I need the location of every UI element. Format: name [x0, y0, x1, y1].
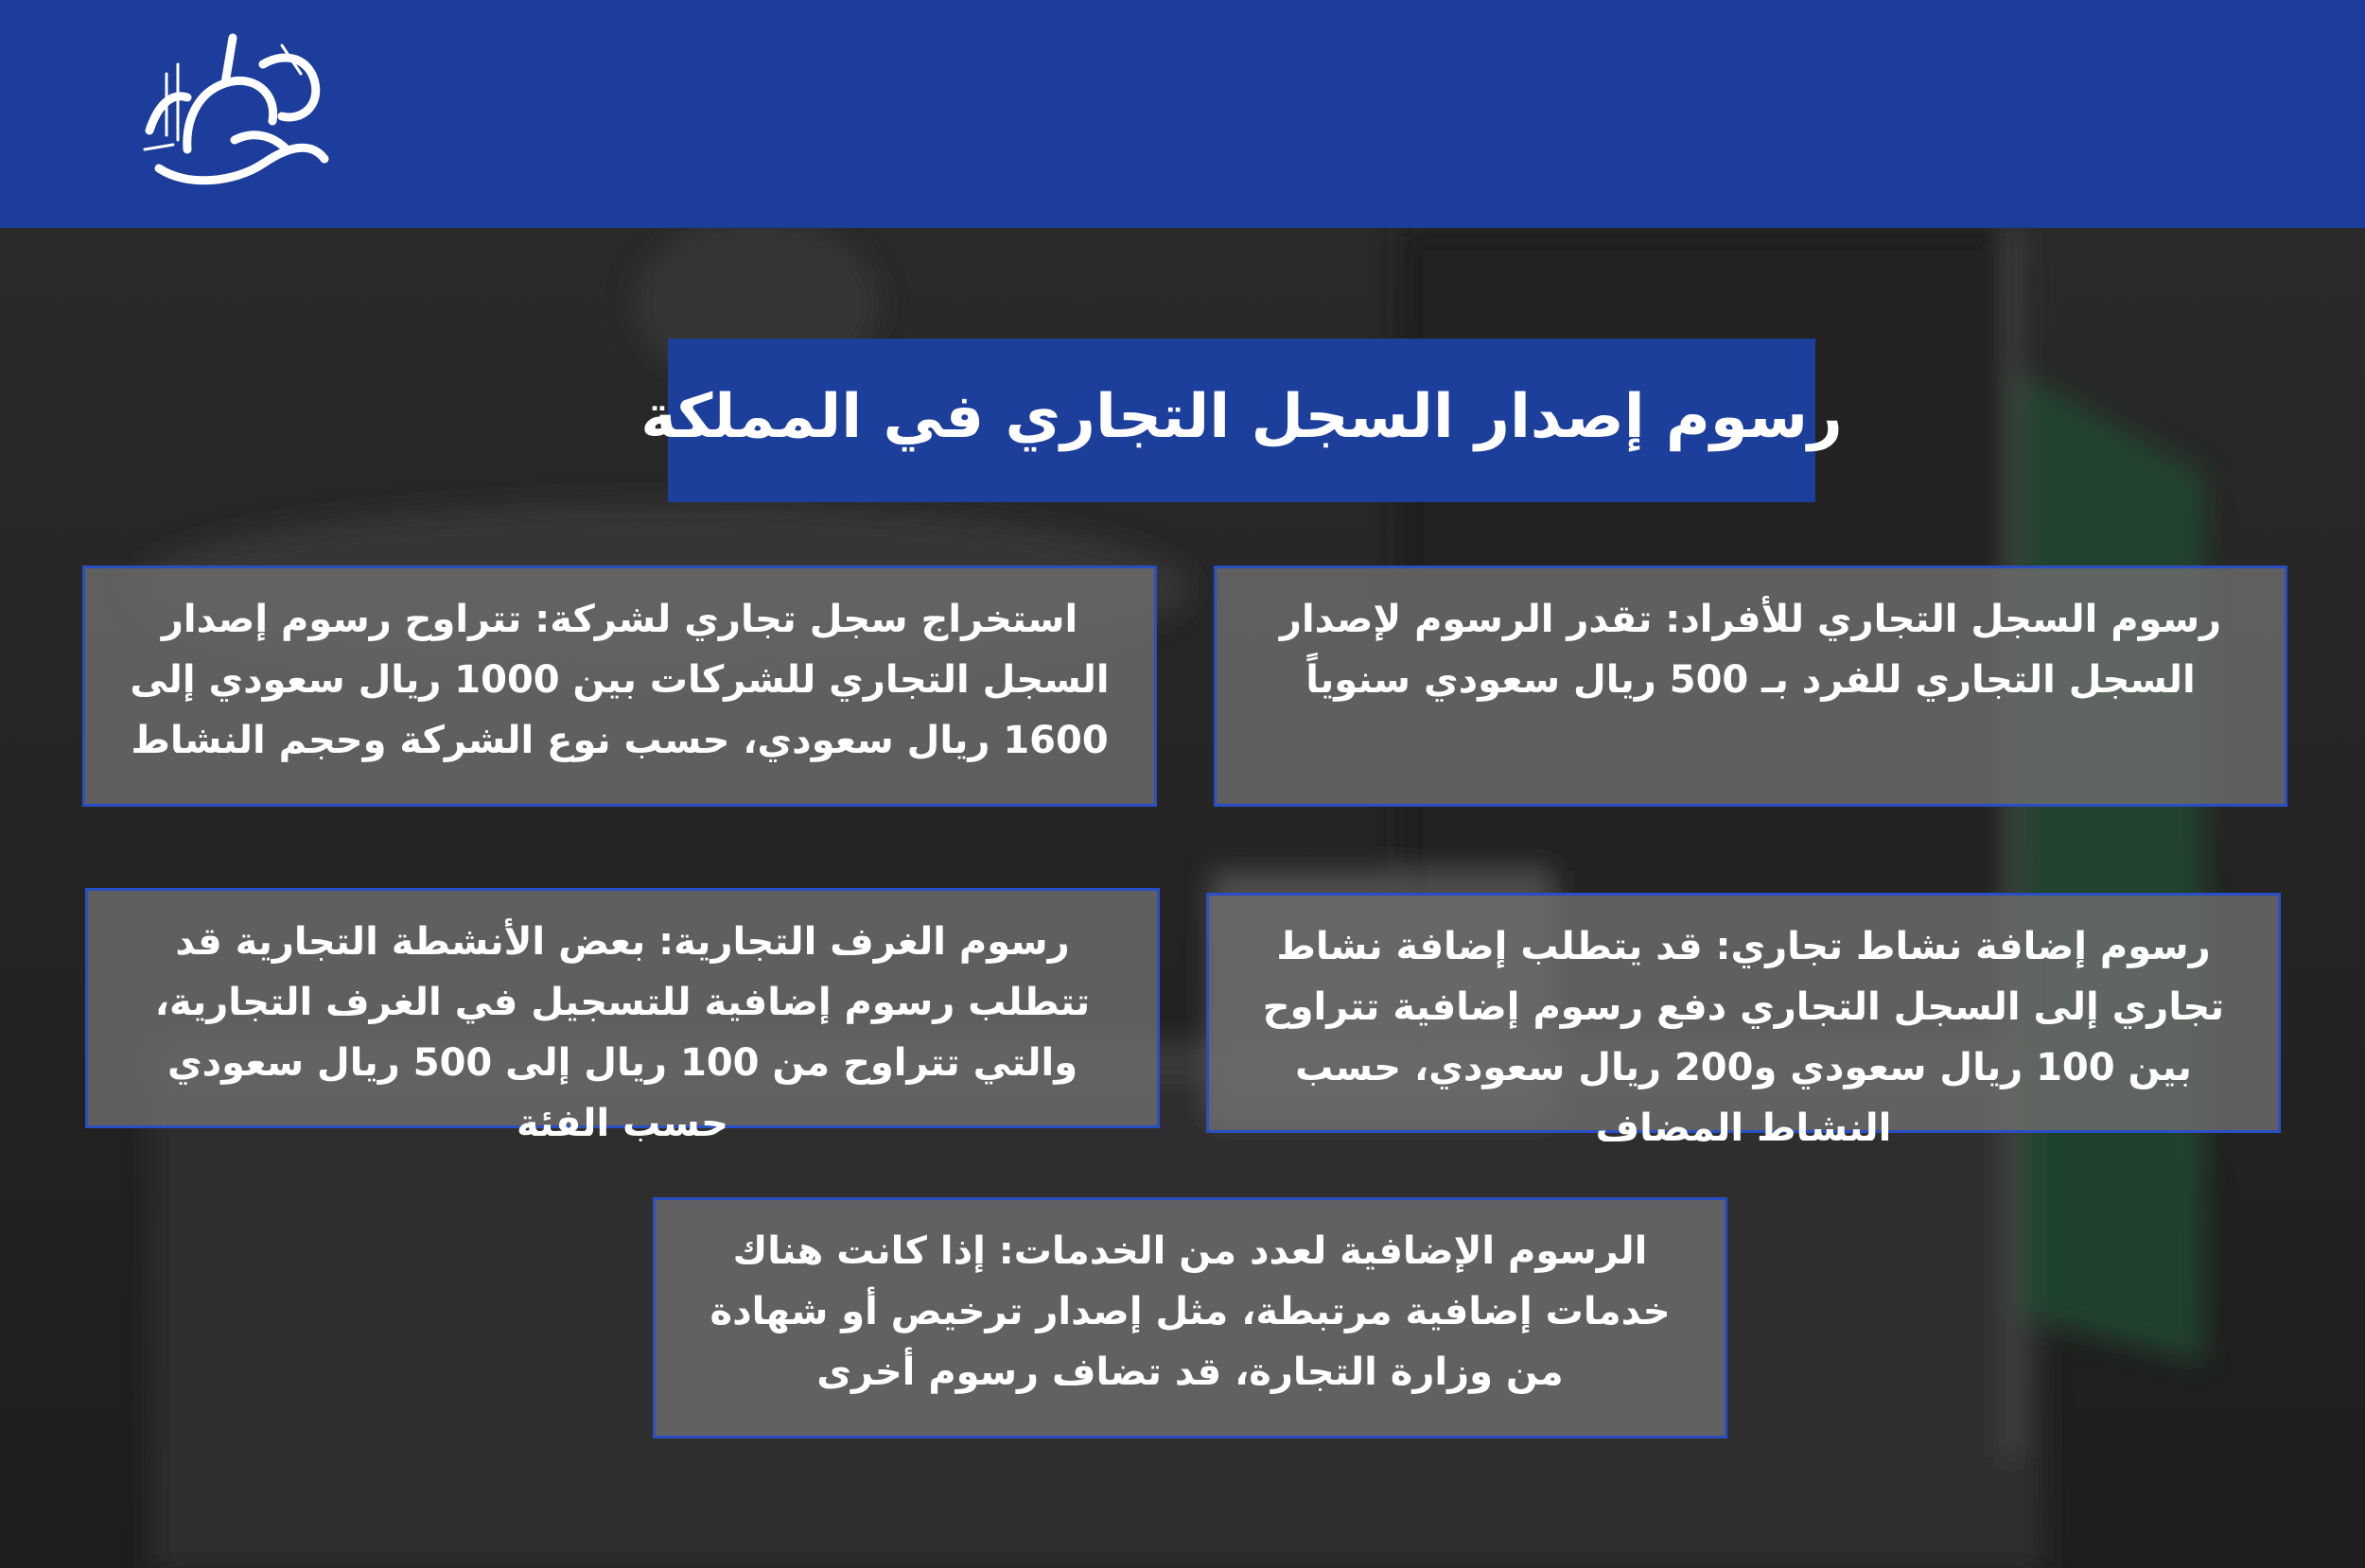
calligraphy-logo-icon	[121, 26, 339, 206]
card-additional-services-fees-text: الرسوم الإضافية لعدد من الخدمات: إذا كانت هناك خدمات إضافية مرتبطة، مثل إصدار ترخيص أو شهادة من وزارة التجارة، قد تضاف رسوم أخرى	[710, 1229, 1671, 1394]
header-bar	[0, 0, 2365, 228]
card-add-activity-fees	[1206, 893, 2281, 1150]
card-add-activity-fees-text: رسوم إضافة نشاط تجاري: قد يتطلب إضافة نشاط تجاري إلى السجل التجاري دفع رسوم إضافية تتراوح بين 100 ريال سعودي و200 ريال سعودي، حسب النشاط المضاف	[1262, 925, 2225, 1150]
card-individual-fees-text: رسوم السجل التجاري للأفراد: تقدر الرسوم لإصدار السجل التجاري للفرد بـ 500 ريال سعودي سنوياً	[1279, 598, 2222, 702]
title-box	[640, 339, 1843, 502]
card-company-fees	[82, 566, 1157, 807]
card-additional-services-fees	[653, 1197, 1727, 1438]
card-individual-fees	[1214, 566, 2287, 807]
page-title: رسوم إصدار السجل التجاري في المملكة	[640, 381, 1843, 452]
card-chamber-fees-text: رسوم الغرف التجارية: بعض الأنشطة التجارية قد تتطلب رسوم إضافية للتسجيل في الغرف التجارية، والتي تتراوح من 100 ريال إلى 500 ريال سعودي حسب الفئة	[154, 920, 1091, 1145]
card-company-fees-text: استخراج سجل تجاري لشركة: تتراوح رسوم إصدار السجل التجاري للشركات بين 1000 ريال سعودي إلى 1600 ريال سعودي، حسب نوع الشركة وحجم النشاط	[130, 598, 1110, 762]
card-chamber-fees	[85, 888, 1160, 1145]
